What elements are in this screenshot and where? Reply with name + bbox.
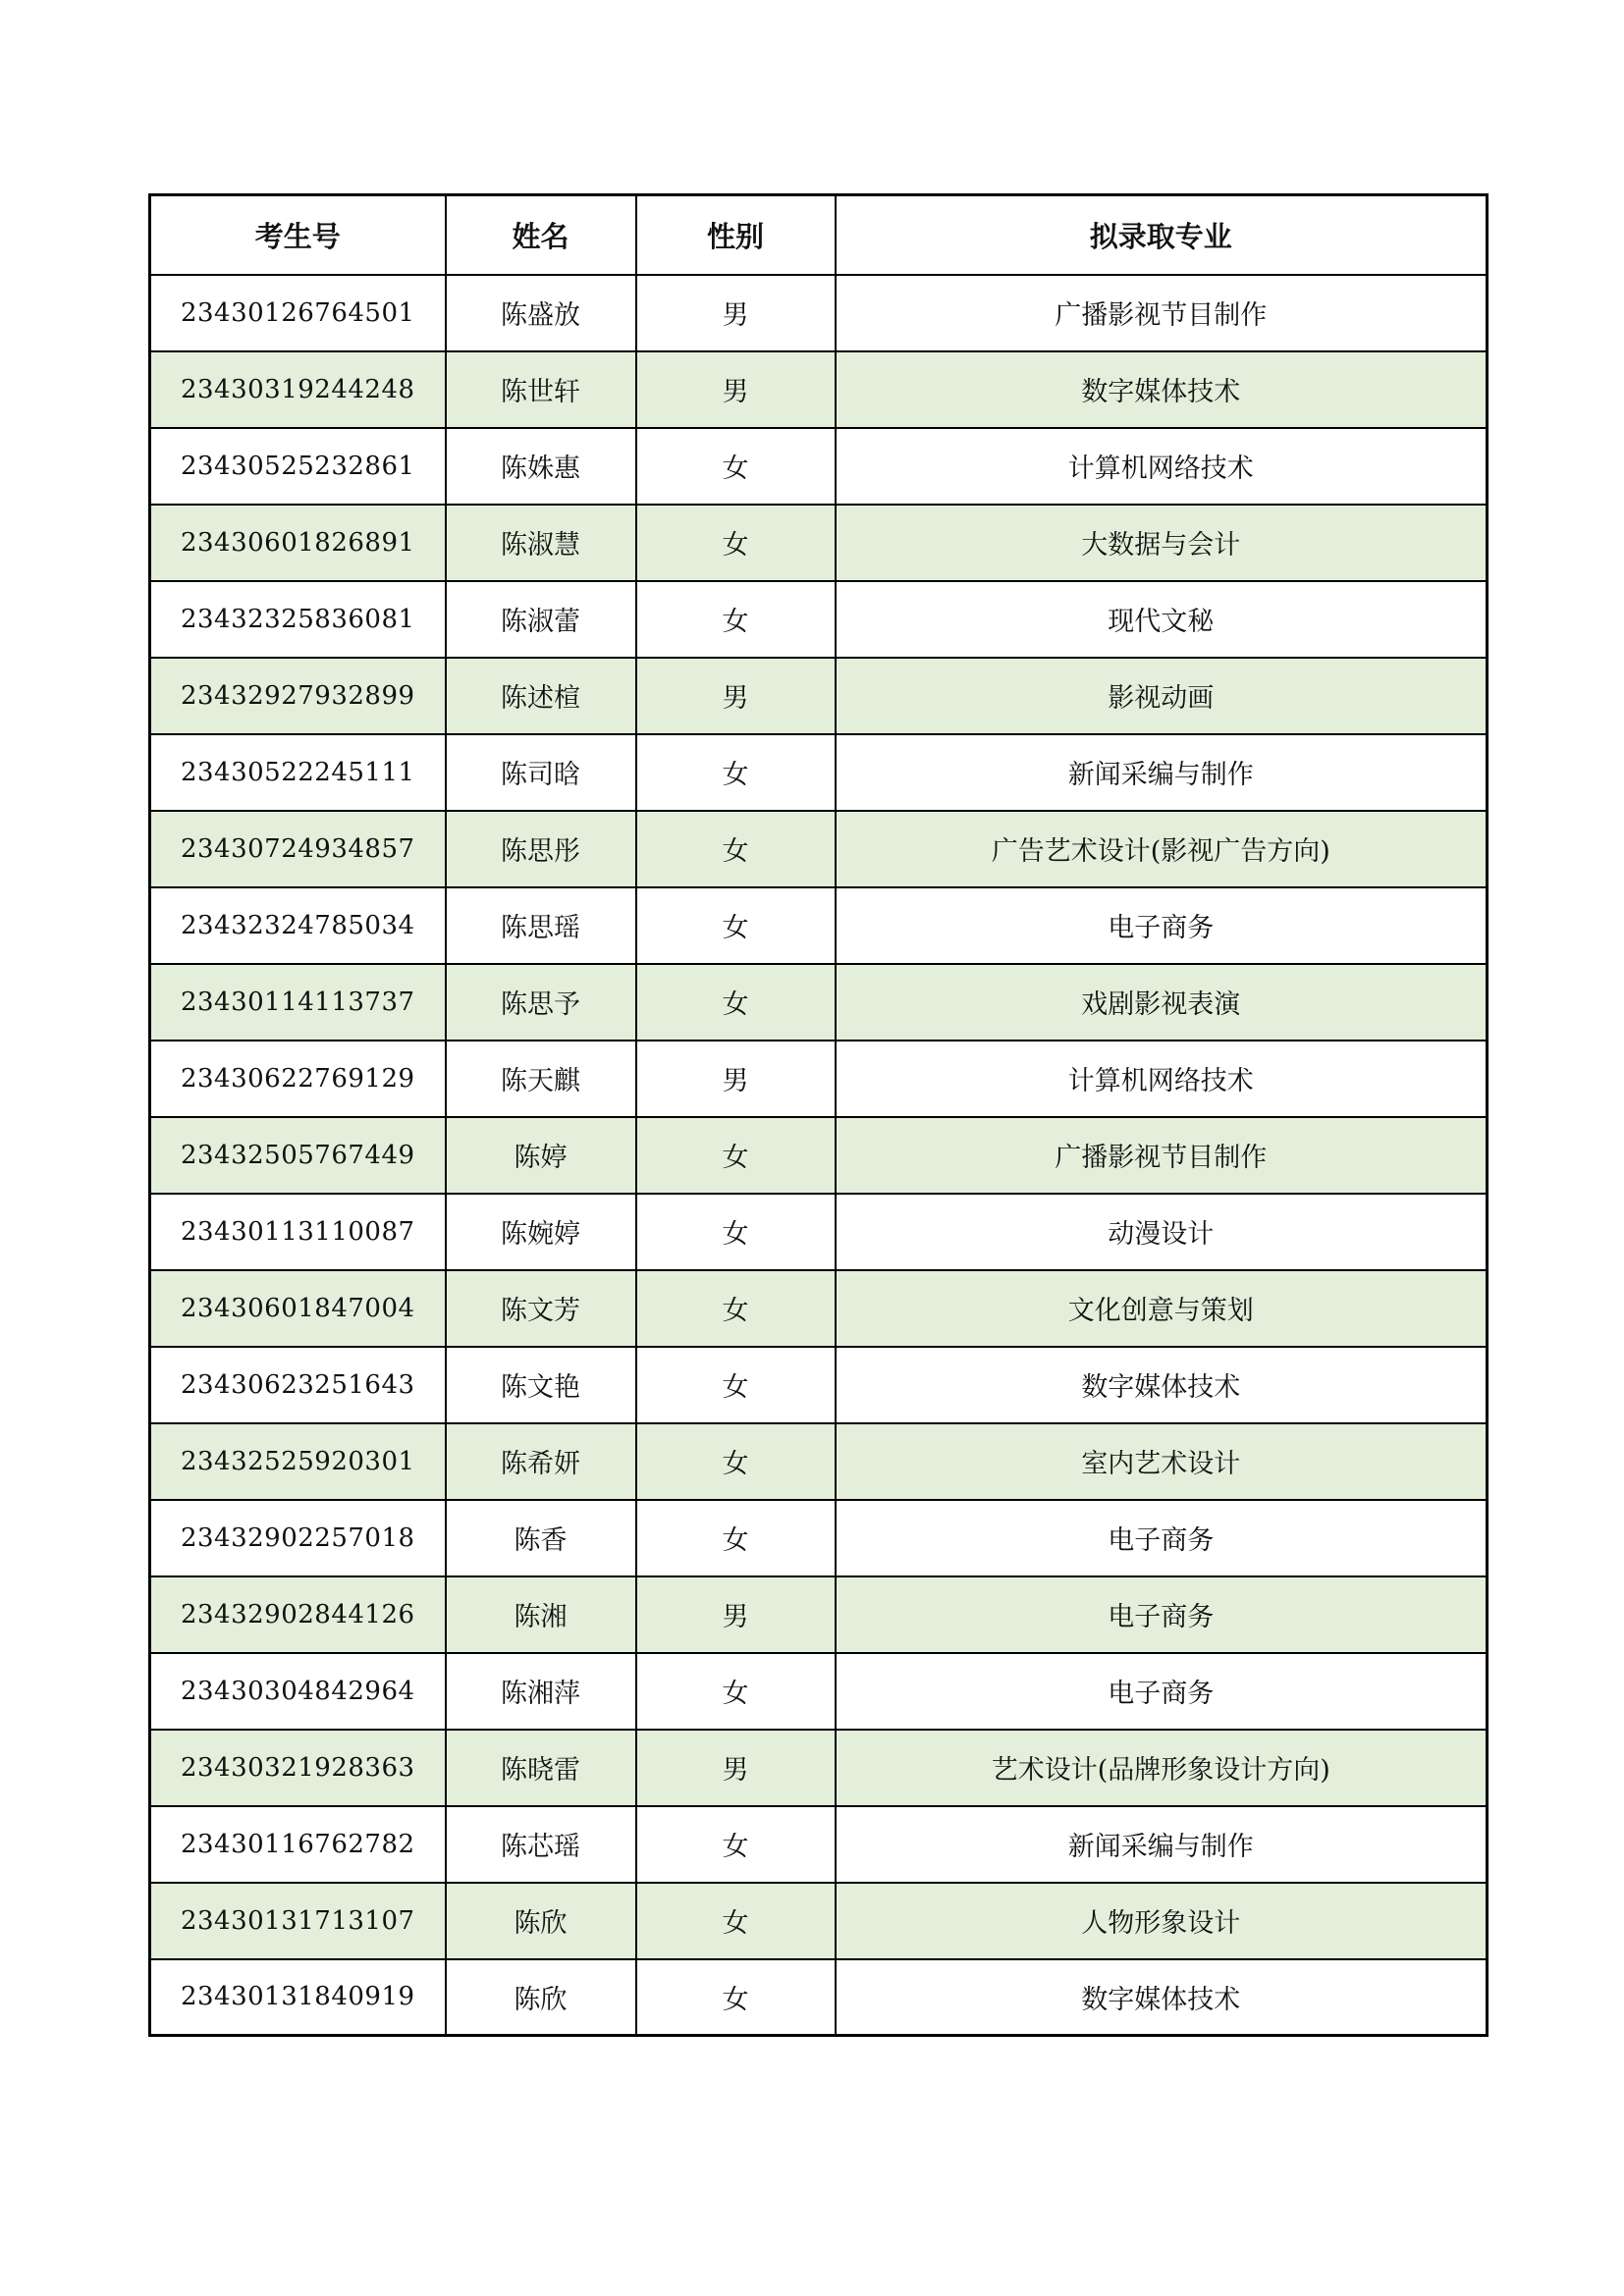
table-row [150,658,1488,734]
cell-exam-id: 23430601826891 [150,505,446,581]
table-row [150,428,1488,505]
table-row [150,581,1488,658]
cell-name: 陈思予 [446,964,636,1041]
cell-name: 陈欣 [446,1883,636,1959]
cell-major: 计算机网络技术 [836,428,1488,505]
cell-name: 陈湘萍 [446,1653,636,1730]
cell-major: 电子商务 [836,1576,1488,1653]
cell-gender: 女 [636,505,836,581]
cell-gender: 女 [636,1653,836,1730]
table-row [150,1194,1488,1270]
cell-gender: 女 [636,1806,836,1883]
table-row [150,811,1488,887]
cell-major: 数字媒体技术 [836,351,1488,428]
cell-exam-id: 23430113110087 [150,1194,446,1270]
cell-gender: 女 [636,1117,836,1194]
table-row [150,1347,1488,1423]
cell-gender: 女 [636,734,836,811]
cell-exam-id: 23432325836081 [150,581,446,658]
cell-exam-id: 23432902844126 [150,1576,446,1653]
cell-gender: 男 [636,1041,836,1117]
cell-gender: 女 [636,1270,836,1347]
cell-name: 陈欣 [446,1959,636,2036]
cell-name: 陈文艳 [446,1347,636,1423]
table-header [150,195,1488,275]
cell-gender: 女 [636,1347,836,1423]
cell-name: 陈世轩 [446,351,636,428]
cell-exam-id: 23430319244248 [150,351,446,428]
cell-name: 陈天麒 [446,1041,636,1117]
cell-gender: 男 [636,275,836,351]
table-row [150,1500,1488,1576]
table-row [150,887,1488,964]
cell-exam-id: 23432505767449 [150,1117,446,1194]
cell-exam-id: 23430622769129 [150,1041,446,1117]
cell-gender: 女 [636,428,836,505]
cell-major: 数字媒体技术 [836,1347,1488,1423]
cell-major: 电子商务 [836,887,1488,964]
cell-gender: 女 [636,1194,836,1270]
cell-gender: 女 [636,581,836,658]
table-body [150,275,1488,2036]
cell-major: 戏剧影视表演 [836,964,1488,1041]
cell-major: 室内艺术设计 [836,1423,1488,1500]
cell-exam-id: 23430126764501 [150,275,446,351]
cell-exam-id: 23430525232861 [150,428,446,505]
cell-major: 艺术设计(品牌形象设计方向) [836,1730,1488,1806]
admission-table [148,193,1489,2037]
cell-gender: 女 [636,1959,836,2036]
cell-exam-id: 23430601847004 [150,1270,446,1347]
cell-name: 陈淑蕾 [446,581,636,658]
cell-name: 陈述楦 [446,658,636,734]
cell-gender: 女 [636,887,836,964]
table-row [150,1576,1488,1653]
cell-name: 陈希妍 [446,1423,636,1500]
cell-major: 人物形象设计 [836,1883,1488,1959]
cell-major: 电子商务 [836,1653,1488,1730]
table-row [150,1423,1488,1500]
table-row [150,1270,1488,1347]
table-row [150,505,1488,581]
cell-exam-id: 23432902257018 [150,1500,446,1576]
table-row [150,1117,1488,1194]
cell-name: 陈婷 [446,1117,636,1194]
cell-gender: 女 [636,811,836,887]
cell-exam-id: 23430623251643 [150,1347,446,1423]
cell-name: 陈晓雷 [446,1730,636,1806]
table-row [150,1883,1488,1959]
table-row [150,1041,1488,1117]
cell-exam-id: 23430724934857 [150,811,446,887]
cell-major: 大数据与会计 [836,505,1488,581]
table-row [150,1730,1488,1806]
cell-major: 现代文秘 [836,581,1488,658]
header-name: 姓名 [446,195,636,275]
cell-name: 陈湘 [446,1576,636,1653]
table-row [150,1653,1488,1730]
cell-exam-id: 23432324785034 [150,887,446,964]
cell-gender: 女 [636,1423,836,1500]
cell-major: 电子商务 [836,1500,1488,1576]
cell-gender: 男 [636,351,836,428]
cell-gender: 男 [636,658,836,734]
cell-exam-id: 23430116762782 [150,1806,446,1883]
header-row [150,195,1488,275]
header-exam-id: 考生号 [150,195,446,275]
table-row [150,1959,1488,2036]
table-row [150,351,1488,428]
table-row [150,275,1488,351]
cell-major: 广播影视节目制作 [836,275,1488,351]
cell-major: 广播影视节目制作 [836,1117,1488,1194]
cell-gender: 女 [636,1883,836,1959]
cell-name: 陈淑慧 [446,505,636,581]
cell-name: 陈文芳 [446,1270,636,1347]
cell-major: 广告艺术设计(影视广告方向) [836,811,1488,887]
cell-gender: 男 [636,1730,836,1806]
table-row [150,964,1488,1041]
header-gender: 性别 [636,195,836,275]
cell-exam-id: 23432525920301 [150,1423,446,1500]
cell-name: 陈姝惠 [446,428,636,505]
cell-gender: 男 [636,1576,836,1653]
cell-gender: 女 [636,964,836,1041]
cell-name: 陈思彤 [446,811,636,887]
cell-name: 陈芯瑶 [446,1806,636,1883]
cell-exam-id: 23430131840919 [150,1959,446,2036]
table-row [150,734,1488,811]
cell-exam-id: 23430321928363 [150,1730,446,1806]
table-row [150,1806,1488,1883]
cell-exam-id: 23430131713107 [150,1883,446,1959]
cell-exam-id: 23430522245111 [150,734,446,811]
cell-gender: 女 [636,1500,836,1576]
cell-exam-id: 23430114113737 [150,964,446,1041]
cell-name: 陈婉婷 [446,1194,636,1270]
cell-major: 动漫设计 [836,1194,1488,1270]
header-major: 拟录取专业 [836,195,1488,275]
cell-name: 陈司晗 [446,734,636,811]
cell-name: 陈香 [446,1500,636,1576]
cell-major: 影视动画 [836,658,1488,734]
cell-major: 新闻采编与制作 [836,734,1488,811]
cell-major: 文化创意与策划 [836,1270,1488,1347]
cell-major: 数字媒体技术 [836,1959,1488,2036]
cell-exam-id: 23432927932899 [150,658,446,734]
cell-major: 计算机网络技术 [836,1041,1488,1117]
cell-major: 新闻采编与制作 [836,1806,1488,1883]
cell-exam-id: 23430304842964 [150,1653,446,1730]
cell-name: 陈盛放 [446,275,636,351]
cell-name: 陈思瑶 [446,887,636,964]
